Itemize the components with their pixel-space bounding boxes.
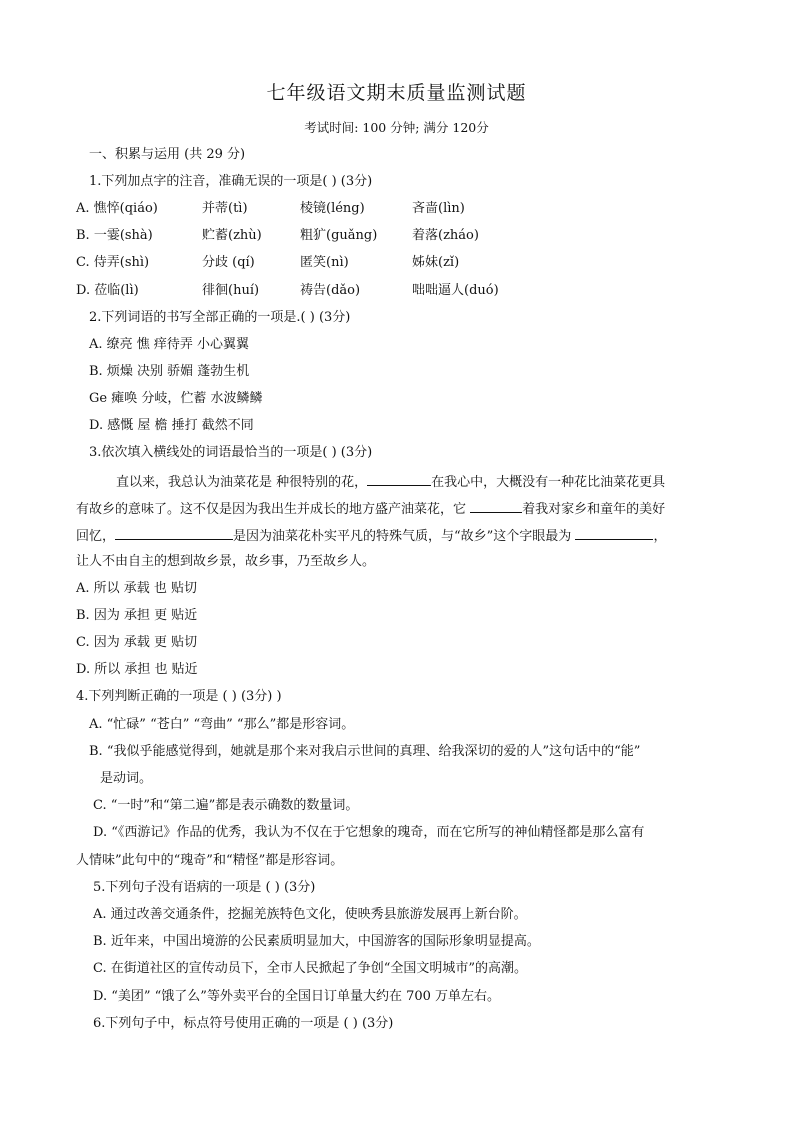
question-4-stem: 4.下列判断正确的一项是 ( ) (3分) )	[76, 689, 282, 704]
q1-option-d-word1: D. 莅临(lì)	[76, 283, 139, 298]
section-heading: 一、积累与运用 (共 29 分)	[89, 147, 246, 162]
q5-option-a: A. 通过改善交通条件，挖掘羌族特色文化，使映秀县旅游发展再上新台阶。	[93, 907, 527, 922]
q5-option-c: C. 在街道社区的宣传动员下，全市人民掀起了争创“全国文明城市”的高潮。	[93, 961, 528, 976]
q3-passage-line-2	[76, 498, 665, 519]
blank-3[interactable]	[115, 525, 233, 540]
question-3-stem: 3.依次填入横线处的词语最恰当的一项是( ) (3分)	[89, 445, 373, 460]
question-6-stem: 6.下列句子中，标点符号使用正确的一项是 ( ) (3分)	[93, 1016, 394, 1031]
q3-passage-text: ，	[653, 529, 667, 544]
q4-option-b-cont: 是动词。	[100, 771, 153, 786]
q3-option-a: A. 所以 承载 也 贴切	[76, 581, 198, 596]
q1-option-d-word2: 徘徊(huí)	[202, 283, 260, 298]
question-2-stem: 2.下列词语的书写全部正确的一项是.( ) (3分)	[89, 310, 351, 325]
q3-passage-text: 直以来，我总认为油菜花是 种很特别的花，	[116, 475, 368, 490]
q5-option-d: D. “美团” “饿了么”等外卖平台的全国日订单量大约在 700 万单左右。	[93, 989, 501, 1004]
question-1-stem: 1.下列加点字的注音，准确无误的一项是( ) (3分)	[89, 174, 373, 189]
q3-passage-text: 在我心中，大概没有一种花比油菜花更具	[431, 475, 666, 490]
q1-option-b-word1: B. 一霎(shà)	[76, 228, 153, 243]
q1-option-b-word4: 着落(zháo)	[412, 228, 479, 243]
q3-passage-line-4: 让人不由自主的想到故乡景，故乡事，乃至故乡人。	[76, 554, 376, 569]
blank-1[interactable]	[367, 471, 431, 486]
q2-option-b: B. 烦燥 决别 骄媚 蓬勃生机	[89, 364, 250, 379]
q1-option-b-word3: 粗犷(guǎng)	[300, 228, 378, 243]
q3-passage-text: 是因为油菜花朴实平凡的特殊气质，与“故乡”这个字眼最为	[233, 529, 576, 544]
q2-option-c: Ge 瘫唤 分岐，伫蓄 水波鳞鳞	[89, 391, 263, 406]
q4-option-c: C. “一时”和“第二遍”都是表示确数的数量词。	[93, 798, 359, 813]
q3-passage-line-1	[116, 471, 665, 492]
q3-passage-text: 回忆，	[76, 529, 116, 544]
q3-passage-line-3	[76, 525, 666, 546]
exam-info: 考试时间: 100 分钟; 满分 120分	[304, 120, 489, 135]
blank-4[interactable]	[575, 525, 653, 540]
q5-option-b: B. 近年来，中国出境游的公民素质明显加大，中国游客的国际形象明显提高。	[93, 934, 540, 949]
q4-option-b: B. “我似乎能感觉得到，她就是那个来对我启示世间的真理、给我深切的爱的人”这句话中的“能”	[89, 744, 641, 759]
q2-option-d: D. 感慨 屋 檐 捶打 截然不同	[89, 418, 254, 433]
q1-option-a-word4: 吝啬(lìn)	[412, 201, 465, 216]
q3-option-d: D. 所以 承担 也 贴近	[76, 662, 198, 677]
q1-option-c-word4: 姊妹(zǐ)	[412, 255, 460, 270]
blank-2[interactable]	[470, 498, 522, 513]
q1-option-c-word2: 分歧 (qí)	[202, 255, 255, 270]
question-5-stem: 5.下列句子没有语病的一项是 ( ) (3分)	[93, 880, 316, 895]
q3-passage-text: 着我对家乡和童年的美好	[522, 502, 666, 517]
q3-passage-text: 有故乡的意味了。这不仅是因为我出生并成长的地方盛产油菜花，它	[76, 502, 471, 517]
page-title: 七年级语文期末质量监测试题	[266, 82, 527, 104]
q3-option-b: B. 因为 承担 更 贴近	[76, 608, 198, 623]
q1-option-c-word3: 匿笑(nì)	[300, 255, 349, 270]
q1-option-d-word3: 祷告(dǎo)	[300, 283, 361, 298]
q1-option-d-word4: 咄咄逼人(duó)	[412, 283, 499, 298]
q1-option-a-word2: 并蒂(tì)	[202, 201, 248, 216]
q4-option-d-cont: 人情味”此句中的“瑰奇”和“精怪”都是形容词。	[76, 853, 344, 868]
q3-option-c: C. 因为 承载 更 贴切	[76, 635, 198, 650]
q4-option-d: D. “《西游记》作品的优秀，我认为不仅在于它想象的瑰奇，而在它所写的神仙精怪都是那么富有	[93, 825, 645, 840]
q1-option-c-word1: C. 侍弄(shì)	[76, 255, 150, 270]
q2-option-a: A. 缭亮 憔 痒待弄 小心翼翼	[89, 337, 250, 352]
q4-option-a: A. “忙碌” “苍白” “弯曲” “那么”都是形容词。	[89, 717, 355, 732]
q1-option-b-word2: 贮蓄(zhù)	[202, 228, 262, 243]
q1-option-a-word3: 棱镜(léng)	[300, 201, 365, 216]
q1-option-a-word1: A. 憔悴(qiáo)	[76, 201, 158, 216]
